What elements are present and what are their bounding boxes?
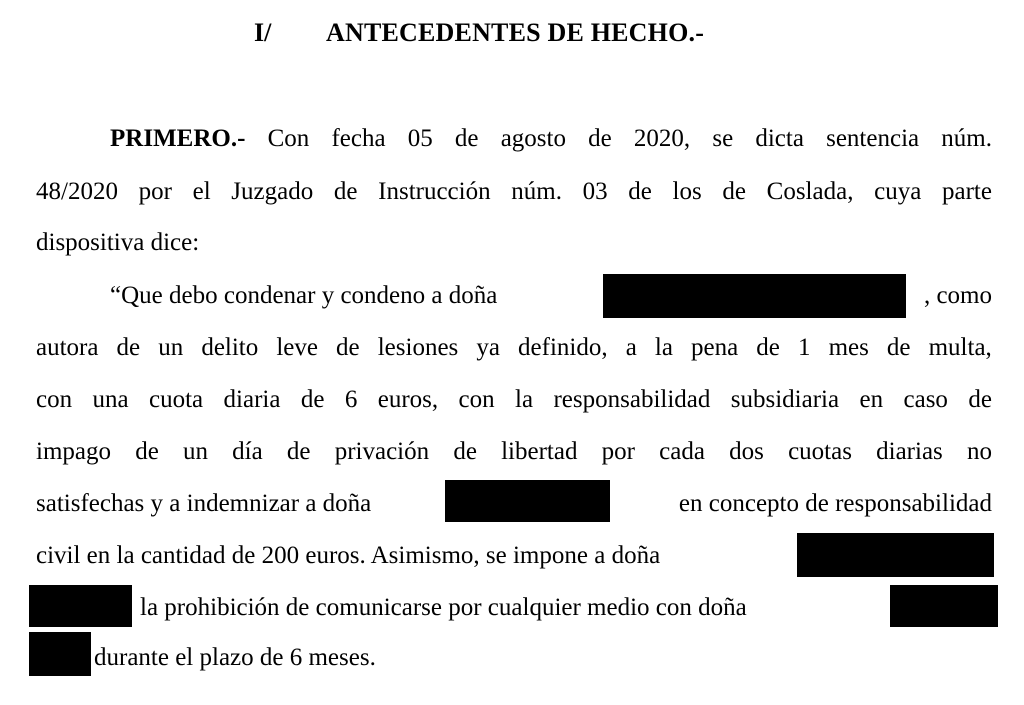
redaction-block — [603, 274, 906, 318]
word: los — [672, 178, 702, 205]
redaction-block — [890, 585, 998, 627]
section-title: ANTECEDENTES DE HECHO.- — [326, 18, 705, 47]
word: caso — [903, 386, 948, 413]
word: de — [333, 178, 358, 205]
paragraph1-line1 — [110, 119, 992, 159]
word: Coslada, — [766, 178, 854, 205]
word: libertad — [501, 438, 578, 465]
word: lesiones — [377, 334, 459, 361]
quote-line3 — [36, 380, 992, 420]
redaction-block — [29, 632, 91, 676]
quote-line7: la prohibición de comunicarse por cualquier medio con doña — [140, 594, 747, 621]
word: delito — [201, 334, 259, 361]
word: núm. — [511, 178, 562, 205]
word: de — [756, 334, 780, 361]
word: con — [36, 386, 73, 413]
paragraph-label: PRIMERO.- — [110, 125, 246, 152]
word: 1 — [797, 334, 811, 361]
word: 03 — [582, 178, 608, 205]
word: subsidiaria — [730, 386, 840, 413]
word: a — [625, 334, 637, 361]
word: con — [458, 386, 495, 413]
word: un — [158, 334, 184, 361]
word: por — [601, 438, 635, 465]
word: 05 — [407, 125, 433, 152]
word: no — [966, 438, 992, 465]
word: leve — [276, 334, 318, 361]
word: de — [628, 178, 652, 205]
word: impago — [36, 438, 111, 465]
word: de — [722, 178, 746, 205]
word: de — [116, 334, 141, 361]
word: privación — [334, 438, 430, 465]
word: de — [886, 334, 911, 361]
paragraph1-line3: dispositiva dice: — [36, 229, 200, 256]
word: de — [968, 386, 992, 413]
word: de — [453, 438, 477, 465]
word: de — [336, 334, 360, 361]
word: una — [92, 386, 129, 413]
word: día — [232, 438, 263, 465]
word: mes — [828, 334, 869, 361]
quote-line6-start: civil en la cantidad de 200 euros. Asimismo, se impone a doña — [36, 542, 661, 569]
redaction-block — [797, 533, 994, 577]
word: euros, — [377, 386, 439, 413]
quote-line2 — [36, 328, 992, 368]
quote-line8: durante el plazo de 6 meses. — [94, 644, 376, 671]
word: agosto — [500, 125, 566, 152]
word: 48/2020 — [36, 178, 118, 205]
word: de — [454, 125, 479, 152]
word: autora — [36, 334, 99, 361]
word: pena — [691, 334, 739, 361]
word: de — [135, 438, 159, 465]
word: de — [286, 438, 311, 465]
word: diaria — [223, 386, 281, 413]
word: por — [138, 178, 172, 205]
word: sentencia — [826, 125, 920, 152]
quote-line1-end: , como — [923, 282, 992, 309]
redaction-block — [29, 585, 132, 627]
word: dos — [729, 438, 764, 465]
word: de — [300, 386, 325, 413]
word: 2020, — [633, 125, 691, 152]
redaction-block — [445, 480, 610, 522]
quote-line5-start: satisfechas y a indemnizar a doña — [36, 490, 372, 517]
quote-line4 — [36, 432, 992, 472]
word: dicta — [755, 125, 804, 152]
quote-line1-start: “Que debo condenar y condeno a doña — [110, 282, 498, 309]
word: se — [712, 125, 734, 152]
word: fecha — [331, 125, 386, 152]
word: Con — [267, 125, 310, 152]
word: en — [859, 386, 884, 413]
word: la — [654, 334, 673, 361]
paragraph1-line2 — [36, 172, 992, 212]
word: cada — [659, 438, 705, 465]
word: cuya — [874, 178, 922, 205]
word: definido, — [518, 334, 608, 361]
word: la — [515, 386, 534, 413]
word: Juzgado — [231, 178, 314, 205]
word: diarias — [876, 438, 943, 465]
section-heading — [0, 16, 1024, 56]
word: Instrucción — [378, 178, 491, 205]
word: núm. — [941, 125, 992, 152]
word: 6 — [344, 386, 358, 413]
word: el — [192, 178, 211, 205]
quote-line5-end: en concepto de responsabilidad — [678, 490, 992, 517]
word: responsabilidad — [553, 386, 711, 413]
word: cuotas — [788, 438, 852, 465]
section-number: I/ — [254, 18, 272, 47]
word: un — [182, 438, 208, 465]
word: multa, — [928, 334, 992, 361]
word: cuota — [149, 386, 204, 413]
word: de — [588, 125, 612, 152]
word: parte — [941, 178, 992, 205]
word: ya — [476, 334, 500, 361]
